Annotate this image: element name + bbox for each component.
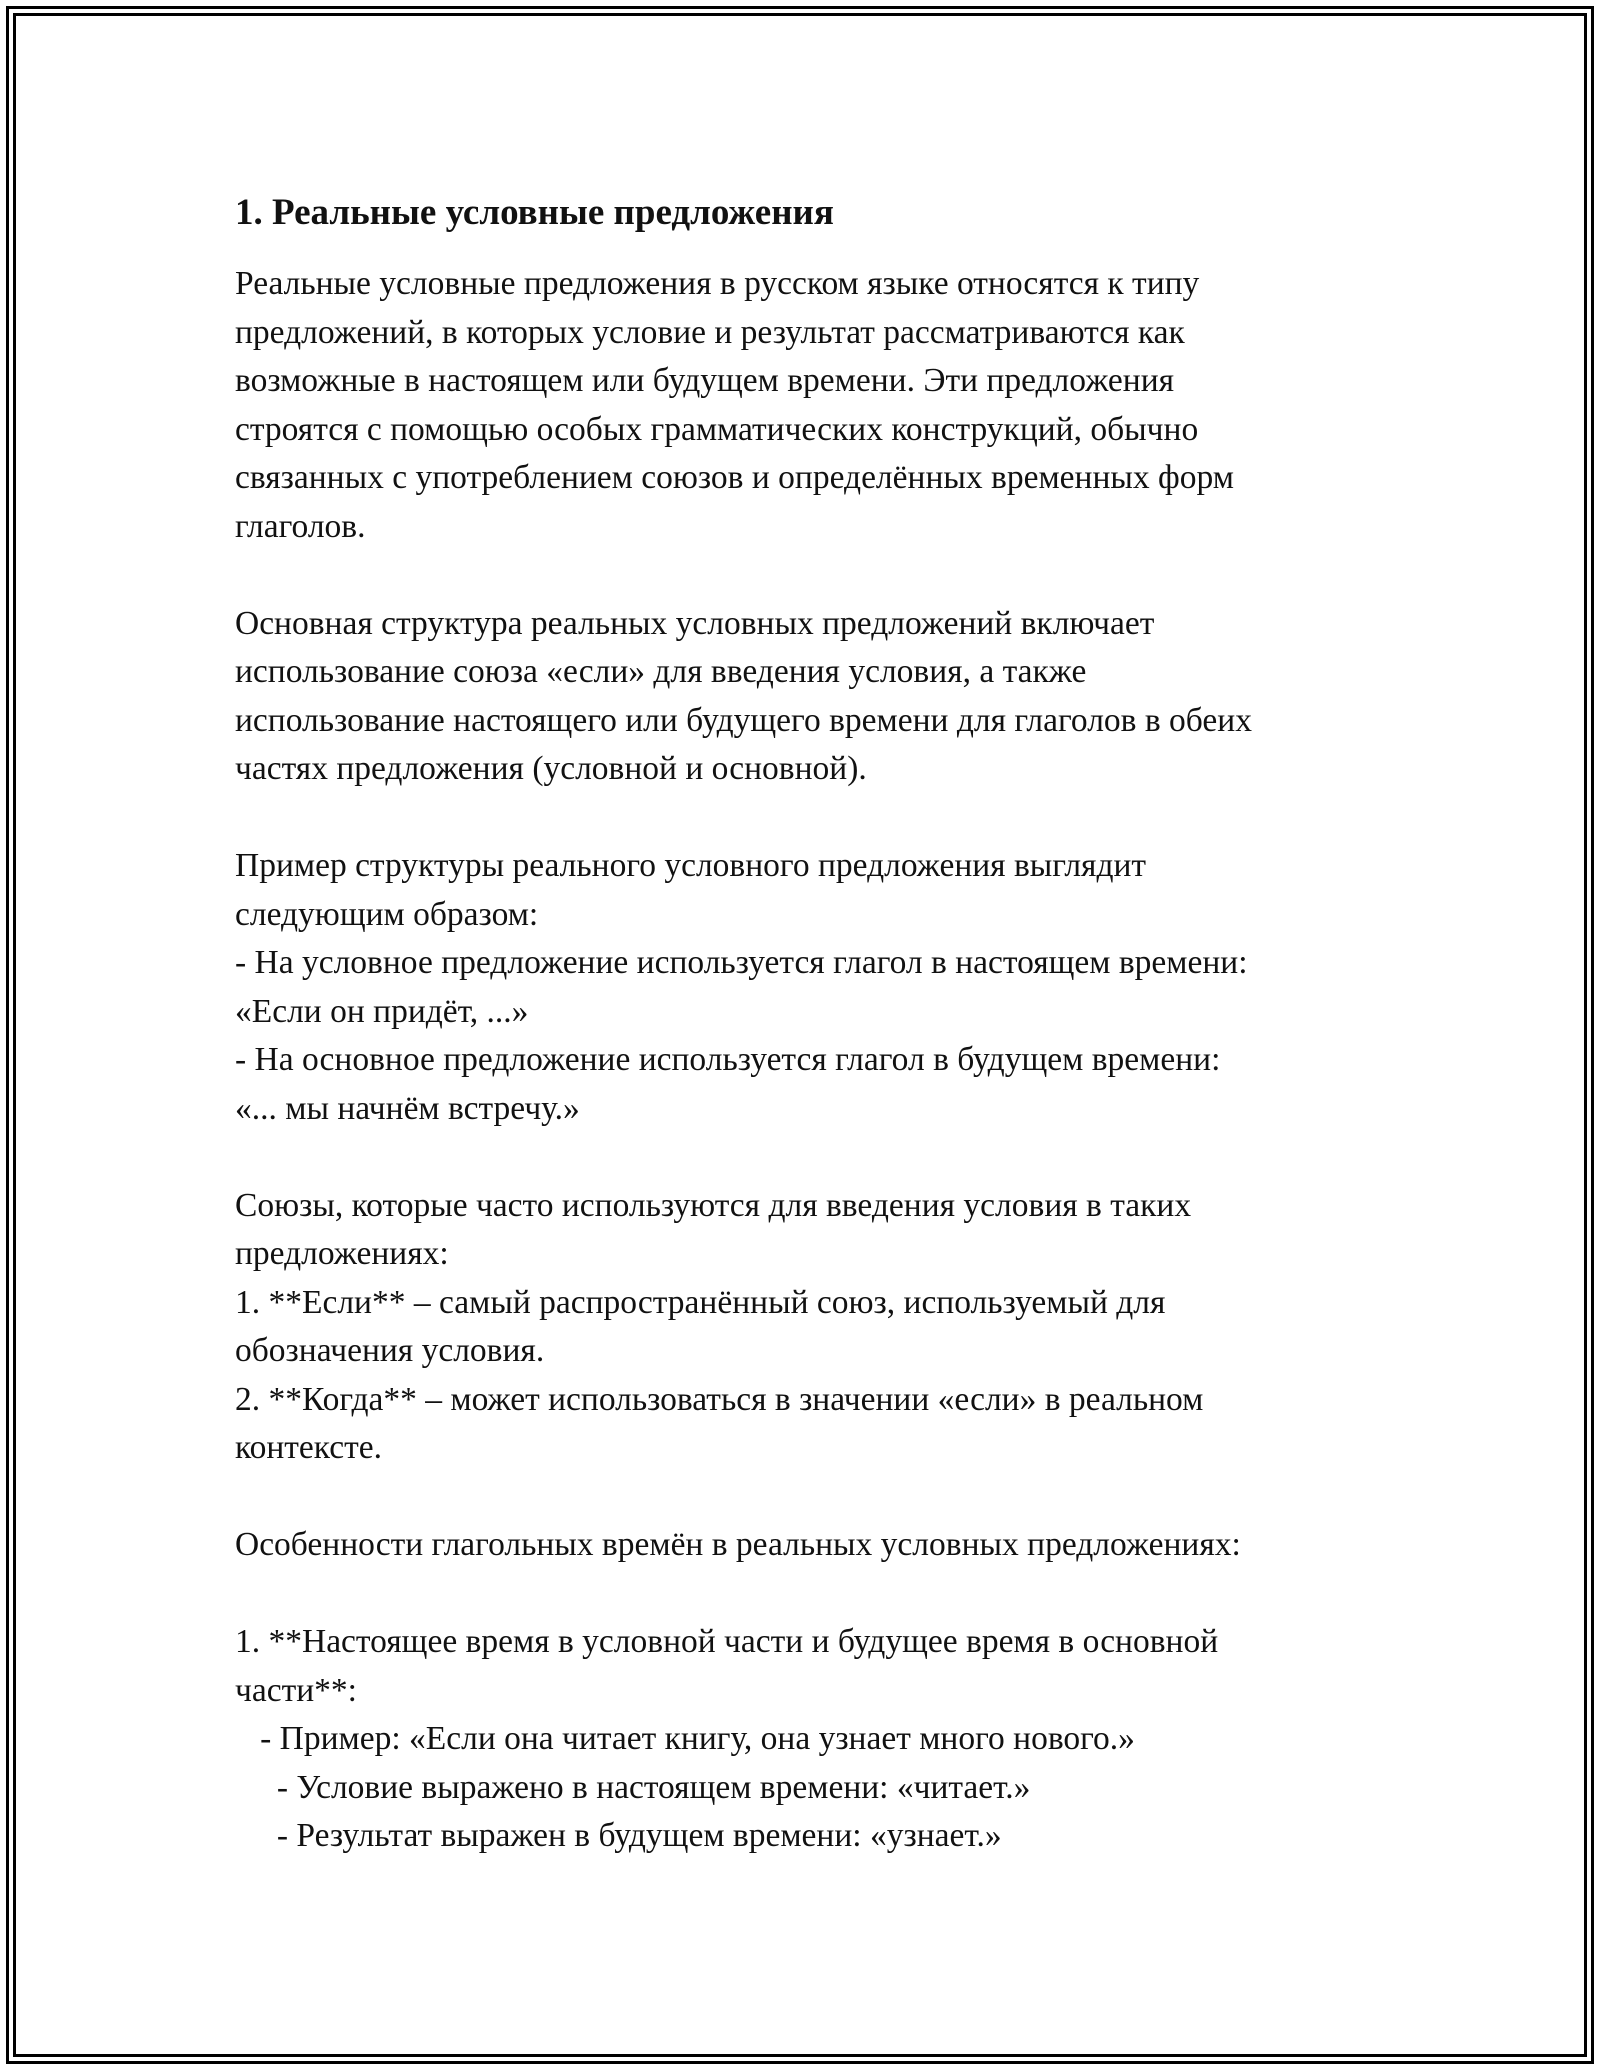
text-line: контексте.: [235, 1429, 382, 1466]
text-line: - Результат выражен в будущем времени: «узнает.»: [235, 1817, 1002, 1854]
paragraph-structure: [235, 600, 1395, 794]
text-line: - Условие выражено в настоящем времени: «читает.»: [235, 1768, 1031, 1806]
text-line: глаголов.: [235, 507, 366, 545]
text-line: «... мы начнём встречу.»: [235, 1089, 580, 1127]
text-line: Особенности глагольных времён в реальных условных предложениях:: [235, 1526, 1241, 1563]
text-line: 1. **Если** – самый распространённый союз, используемый для: [235, 1283, 1166, 1321]
paragraph-conjunctions: [235, 1182, 1395, 1473]
paragraph-gap: [235, 1133, 1395, 1182]
text-line: использование настоящего или будущего времени для глаголов в обеих: [235, 701, 1252, 739]
paragraph-gap: [235, 551, 1395, 600]
text-line: строятся с помощью особых грамматических конструкций, обычно: [235, 410, 1199, 448]
text-line: связанных с употреблением союзов и определённых временных форм: [235, 459, 1234, 496]
text-line: Основная структура реальных условных предложений включает: [235, 604, 1155, 642]
text-line: - Пример: «Если она читает книгу, она узнает много нового.»: [235, 1720, 1135, 1757]
paragraph-example: [235, 842, 1395, 1133]
text-line: предложениях:: [235, 1235, 449, 1272]
text-line: предложений, в которых условие и результат рассматриваются как: [235, 313, 1185, 351]
paragraph-gap: [235, 1570, 1395, 1619]
text-line: «Если он придёт, ...»: [235, 992, 529, 1030]
text-line: части**:: [235, 1671, 357, 1709]
text-line: 2. **Когда** – может использоваться в значении «если» в реальном: [235, 1380, 1204, 1418]
text-line: возможные в настоящем или будущем времени. Эти предложения: [235, 362, 1175, 399]
text-line: Реальные условные предложения в русском языке относятся к типу: [235, 265, 1200, 302]
paragraph-gap: [235, 794, 1395, 843]
text-line: обозначения условия.: [235, 1332, 545, 1369]
text-line: 1. **Настоящее время в условной части и будущее время в основной: [235, 1623, 1219, 1660]
paragraph-tenses-list: [235, 1618, 1395, 1861]
text-line: следующим образом:: [235, 895, 539, 933]
text-line: Пример структуры реального условного предложения выглядит: [235, 847, 1147, 884]
paragraph-gap: [235, 1473, 1395, 1522]
paragraph-tenses-heading: [235, 1521, 1395, 1570]
text-line: частях предложения (условной и основной).: [235, 750, 867, 787]
text-line: использование союза «если» для введения условия, а также: [235, 653, 1087, 690]
section-title: 1. Реальные условные предложения: [235, 192, 834, 233]
text-line: Союзы, которые часто используются для введения условия в таких: [235, 1186, 1192, 1224]
text-line: - На основное предложение используется глагол в будущем времени:: [235, 1041, 1221, 1078]
paragraph-intro: [235, 260, 1395, 551]
document-content: [235, 188, 1395, 1861]
text-line: - На условное предложение используется глагол в настоящем времени:: [235, 944, 1248, 981]
